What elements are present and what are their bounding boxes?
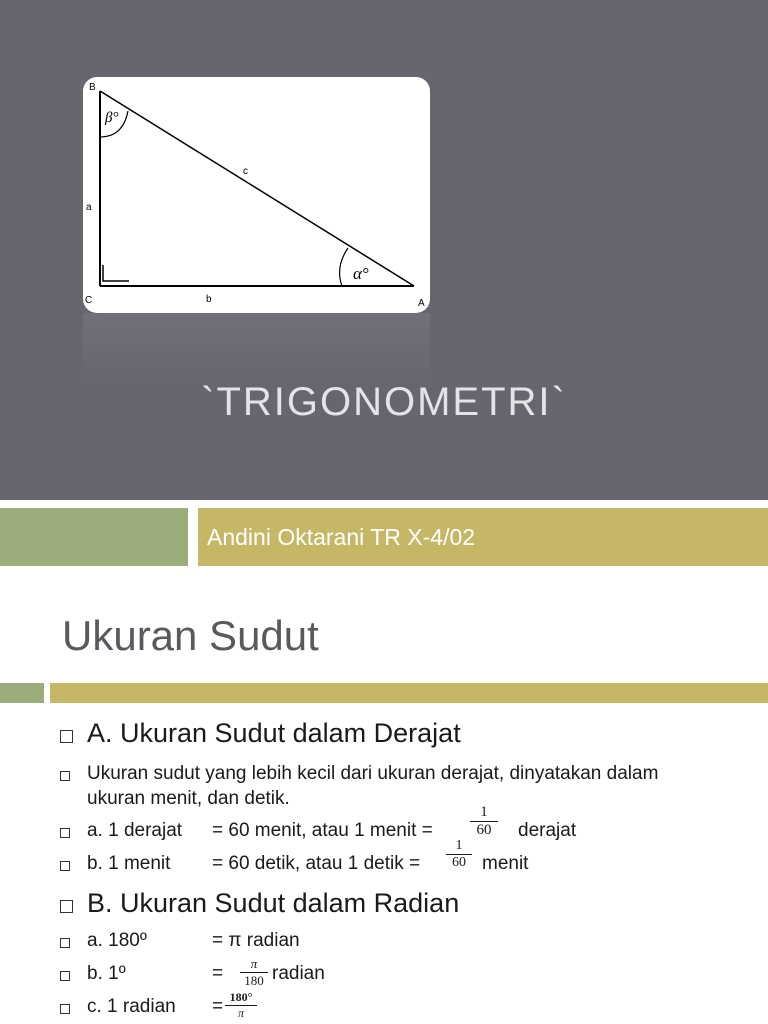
fraction-denominator: 60: [476, 822, 492, 838]
fraction-one-sixtieth: [446, 838, 472, 871]
section-a-heading: A. Ukuran Sudut dalam Derajat: [87, 718, 461, 748]
item-r2-unit: radian: [272, 963, 325, 984]
bullet-square-icon: [60, 938, 70, 948]
triangle-figure: [83, 77, 430, 313]
figure-reflection: [83, 313, 430, 383]
bullet-square-icon: [60, 771, 70, 781]
item-r1-label: a. 180º: [87, 930, 147, 951]
fraction-numerator: 1: [470, 804, 498, 822]
bullet-square-icon: [60, 900, 73, 913]
item-r3-equation: =: [212, 996, 224, 1017]
accent-strip-green: [0, 683, 44, 703]
fraction-180-over-pi: [225, 990, 257, 1021]
right-triangle-diagram: [83, 77, 430, 313]
fraction-one-sixtieth: [470, 804, 498, 839]
item-a1-unit: derajat: [518, 820, 577, 841]
bullet-square-icon: [60, 971, 70, 981]
bullet-square-icon: [60, 730, 73, 743]
vertex-a-label: A: [418, 298, 425, 309]
description-line-2: ukuran menit, dan detik.: [87, 788, 290, 809]
author-subtitle: Andini Oktarani TR X-4/02: [207, 524, 476, 550]
angle-alpha-label: α°: [353, 264, 369, 283]
fraction-numerator: 180°: [225, 990, 257, 1006]
slide-title: Ukuran Sudut: [62, 612, 319, 659]
item-b1-unit: menit: [482, 853, 529, 874]
fraction-denominator: 180: [244, 973, 264, 988]
accent-strip-gold: [50, 683, 768, 703]
side-a-label: a: [86, 202, 92, 213]
item-b1-equation: = 60 detik, atau 1 detik =: [212, 853, 421, 874]
item-a1-label: a. 1 derajat: [87, 820, 183, 841]
fraction-denominator: 60: [452, 855, 466, 870]
angle-beta-label: β°: [105, 110, 119, 126]
section-b-heading: B. Ukuran Sudut dalam Radian: [87, 888, 460, 918]
side-b-label: b: [206, 294, 212, 305]
item-r2-equation: =: [212, 963, 224, 984]
bullet-square-icon: [60, 1004, 70, 1014]
fraction-pi-over-180: [240, 956, 268, 989]
description-line-1: Ukuran sudut yang lebih kecil dari ukuran derajat, dinyatakan dalam: [87, 763, 659, 784]
item-a1-equation: = 60 menit, atau 1 menit =: [212, 820, 433, 841]
item-b1-label: b. 1 menit: [87, 853, 171, 874]
bullet-square-icon: [60, 861, 70, 871]
presentation-title: `TRIGONOMETRI`: [201, 380, 567, 424]
accent-block-green: [0, 508, 188, 566]
side-c-label: c: [243, 166, 248, 177]
vertex-c-label: C: [85, 295, 93, 306]
item-r2-label: b. 1º: [87, 963, 126, 984]
divider: [0, 500, 768, 508]
fraction-denominator: π: [237, 1006, 244, 1020]
item-r3-label: c. 1 radian: [87, 996, 176, 1017]
fraction-numerator: π: [240, 956, 268, 973]
bullet-square-icon: [60, 828, 70, 838]
vertex-b-label: B: [89, 82, 96, 93]
fraction-numerator: 1: [446, 838, 472, 855]
item-r1-equation: = π radian: [212, 930, 300, 951]
title-slide: [0, 0, 768, 500]
